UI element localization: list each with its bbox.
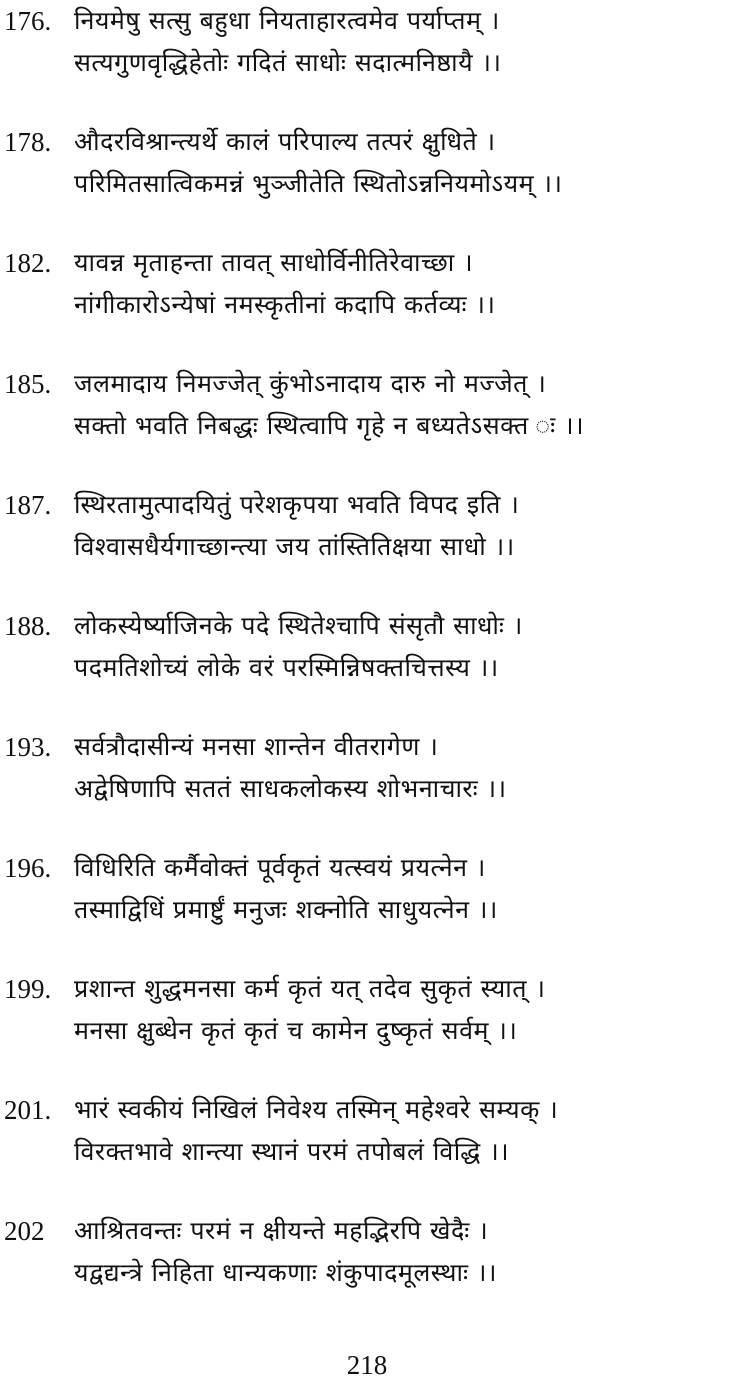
- verse-line-2: नांगीकारोऽन्येषां नमस्कृतीनां कदापि कर्तव्यः ।।: [74, 290, 496, 319]
- verse-number: 188.: [4, 611, 52, 641]
- verse-188: [0, 607, 734, 697]
- verse-line-2: विरक्तभावे शान्त्या स्थानं परमं तपोबलं विद्धि ।।: [74, 1137, 510, 1166]
- verse-line-2: अद्वेषिणापि सततं साधकलोकस्य शोभनाचारः ।।: [74, 774, 507, 803]
- verse-line-1: आश्रितवन्तः परमं न क्षीयन्ते महद्भिरपि खेदैः ।: [74, 1216, 489, 1245]
- verse-number: 187.: [4, 490, 52, 520]
- verse-202: [0, 1212, 734, 1302]
- verse-193: [0, 728, 734, 818]
- verse-line-1: जलमादाय निमज्जेत् कुंभोऽनादाय दारु नो मज्जेत् ।: [74, 369, 547, 398]
- verse-line-1: भारं स्वकीयं निखिलं निवेश्य तस्मिन् महेश्वरे सम्यक् ।: [74, 1095, 559, 1124]
- verse-line-1: लोकस्येर्ष्याजिनके पदे स्थितेश्चापि संसृतौ साधोः ।: [74, 611, 523, 640]
- verse-number: 176.: [4, 6, 52, 36]
- verse-line-2: पदमतिशोच्यं लोके वरं परस्मिन्निषक्तचित्तस्य ।।: [74, 653, 499, 682]
- verse-line-2: परिमितसात्विकमन्नं भुञ्जीतेति स्थितोऽन्ननियमोऽयम् ।।: [74, 169, 563, 198]
- verse-line-1: औदरविश्रान्त्यर्थे कालं परिपाल्य तत्परं क्षुधिते ।: [74, 127, 496, 156]
- verse-line-1: स्थिरतामुत्पादयितुं परेशकृपया भवति विपद इति ।: [74, 490, 520, 519]
- verse-line-1: यावन्न मृताहन्ता तावत् साधोर्विनीतिरेवाच्छा ।: [74, 248, 474, 277]
- verse-number: 202: [4, 1216, 45, 1246]
- verse-number: 196.: [4, 853, 52, 883]
- verse-187: [0, 486, 734, 576]
- verse-185: [0, 365, 734, 455]
- verse-196: [0, 849, 734, 939]
- verse-line-2: विश्वासधैर्यगाच्छान्त्या जय तांस्तितिक्षया साधो ।।: [74, 532, 515, 561]
- page-number: 218: [346, 1350, 388, 1380]
- verse-number: 193.: [4, 732, 52, 762]
- verse-number: 201.: [4, 1095, 52, 1125]
- verse-199: [0, 970, 734, 1060]
- verse-201: [0, 1091, 734, 1181]
- verse-line-1: सर्वत्रौदासीन्यं मनसा शान्तेन वीतरागेण ।: [74, 732, 439, 761]
- verse-number: 185.: [4, 369, 52, 399]
- verse-178: [0, 123, 734, 213]
- verse-line-2: सक्तो भवति निबद्धः स्थित्वापि गृहे न बध्यतेऽसक्त ः ।।: [74, 411, 585, 440]
- verse-line-1: नियमेषु सत्सु बहुधा नियताहारत्वमेव पर्याप्तम् ।: [74, 6, 500, 35]
- verse-182: [0, 244, 734, 334]
- verse-number: 182.: [4, 248, 52, 278]
- verse-line-2: मनसा क्षुब्धेन कृतं कृतं च कामेन दुष्कृतं सर्वम् ।।: [74, 1016, 518, 1045]
- verse-line-1: प्रशान्त शुद्धमनसा कर्म कृतं यत् तदेव सुकृतं स्यात् ।: [74, 974, 546, 1003]
- verse-number: 199.: [4, 974, 52, 1004]
- verse-line-1: विधिरिति कर्मैवोक्तं पूर्वकृतं यत्स्वयं प्रयत्नेन ।: [74, 853, 486, 882]
- verse-176: [0, 2, 734, 92]
- verse-line-2: सत्यगुणवृद्धिहेतोः गदितं साधोः सदात्मनिष्ठायै ।।: [74, 48, 502, 77]
- verse-line-2: यद्वद्यन्त्रे निहिता धान्यकणाः शंकुपादमूलस्थाः ।।: [74, 1258, 497, 1287]
- verse-number: 178.: [4, 127, 52, 157]
- verse-line-2: तस्माद्विधिं प्रमार्ष्टुं मनुजः शक्नोति साधुयत्नेन ।।: [74, 895, 498, 924]
